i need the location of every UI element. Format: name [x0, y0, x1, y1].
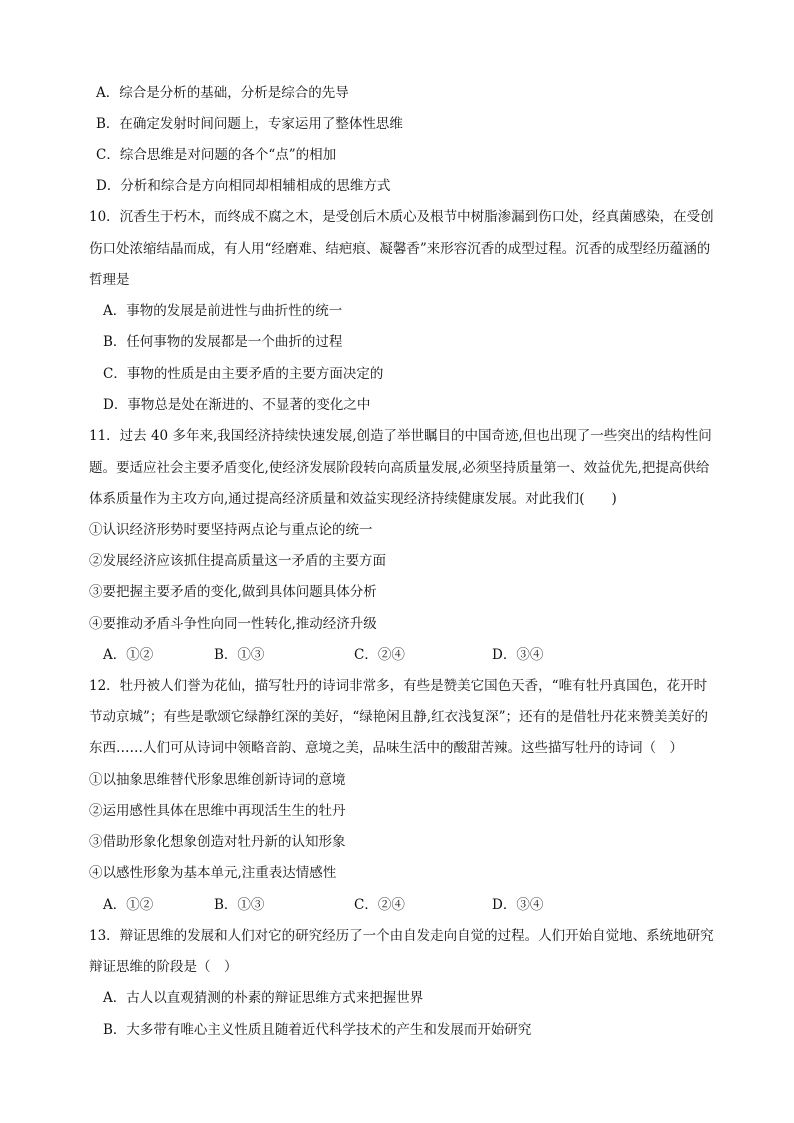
q10-option-b: B．任何事物的发展都是一个曲折的过程	[103, 334, 343, 350]
q9-option-c: C．综合思维是对问题的各个“点”的相加	[96, 147, 337, 163]
q11-choice-c: C．②④	[354, 647, 405, 663]
q12-item-2: ②运用感性具体在思维中再现活生生的牡丹	[89, 803, 346, 819]
q10-option-c: C．事物的性质是由主要矛盾的主要方面决定的	[103, 366, 384, 382]
q10-option-a: A．事物的发展是前进性与曲折性的统一	[103, 303, 343, 319]
q10-stem-line-1: 10．沉香生于朽木，而终成不腐之木，是受创后木质心及根节中树脂渗漏到伤口处，经真菌感染，在受创	[89, 209, 714, 225]
q11-item-2: ②发展经济应该抓住提高质量这一矛盾的主要方面	[89, 553, 386, 569]
q11-item-4: ④要推动矛盾斗争性向同一性转化,推动经济升级	[89, 616, 377, 632]
q12-choice-c: C．②④	[354, 897, 405, 913]
q12-item-4: ④以感性形象为基本单元,注重表达情感性	[89, 865, 337, 881]
q12-choice-d: D．③④	[492, 897, 544, 913]
q11-choice-a: A．①②	[103, 647, 154, 663]
q11-stem-line-1: 11．过去 40 多年来,我国经济持续快速发展,创造了举世瞩目的中国奇迹,但也出现了一些突出的结构性问	[89, 428, 712, 444]
q12-choice-a: A．①②	[103, 897, 154, 913]
q11-choice-d: D．③④	[492, 647, 544, 663]
q11-item-3: ③要把握主要矛盾的变化,做到具体问题具体分析	[89, 584, 377, 600]
q12-choice-b: B．①③	[214, 897, 265, 913]
q9-option-a: A．综合是分析的基础，分析是综合的先导	[96, 85, 349, 101]
q12-item-1: ①以抽象思维替代形象思维创新诗词的意境	[89, 772, 346, 788]
q12-item-3: ③借助形象化想象创造对牡丹新的认知形象	[89, 834, 346, 850]
q10-stem-line-3: 哲理是	[89, 272, 130, 288]
q12-stem-line-1: 12．牡丹被人们誉为花仙，描写牡丹的诗词非常多，有些是赞美它国色天香，“唯有牡丹真国色，花开时	[89, 678, 708, 694]
q13-option-a: A．古人以直观猜测的朴素的辩证思维方式来把握世界	[103, 990, 424, 1006]
q13-option-b: B．大多带有唯心主义性质且随着近代科学技术的产生和发展而开始研究	[103, 1022, 532, 1038]
q11-item-1: ①认识经济形势时要坚持两点论与重点论的统一	[89, 522, 373, 538]
q12-stem-line-2: 节动京城”；有些是歌颂它绿静红深的美好，“绿艳闲且静,红衣浅复深”；还有的是借牡丹花来赞美美好的	[89, 709, 708, 725]
q13-stem-line-1: 13．辩证思维的发展和人们对它的研究经历了一个由自发走向自觉的过程。人们开始自觉地、系统地研究	[89, 928, 714, 944]
q10-option-d: D．事物总是处在渐进的、不显著的变化之中	[103, 397, 371, 413]
q9-option-d: D．分析和综合是方向相同却相辅相成的思维方式	[96, 178, 391, 194]
q11-choice-b: B．①③	[214, 647, 265, 663]
q12-stem-line-3: 东西……人们可从诗词中领略音韵、意境之美，品味生活中的酸甜苦辣。这些描写牡丹的诗词（ ）	[89, 740, 683, 756]
q9-option-b: B．在确定发射时间问题上，专家运用了整体性思维	[96, 116, 403, 132]
q13-stem-line-2: 辩证思维的阶段是（ ）	[89, 959, 238, 975]
q11-stem-line-2: 题。要适应社会主要矛盾变化,使经济发展阶段转向高质量发展,必须坚持质量第一、效益优先,把提高供给	[89, 460, 710, 476]
q10-stem-line-2: 伤口处浓缩结晶而成，有人用“经磨难、结疤痕、凝馨香”来形容沉香的成型过程。沉香的成型经历蕴涵的	[89, 241, 711, 257]
q11-stem-line-3: 体系质量作为主攻方向,通过提高经济质量和效益实现经济持续健康发展。对此我们( )	[89, 491, 617, 507]
